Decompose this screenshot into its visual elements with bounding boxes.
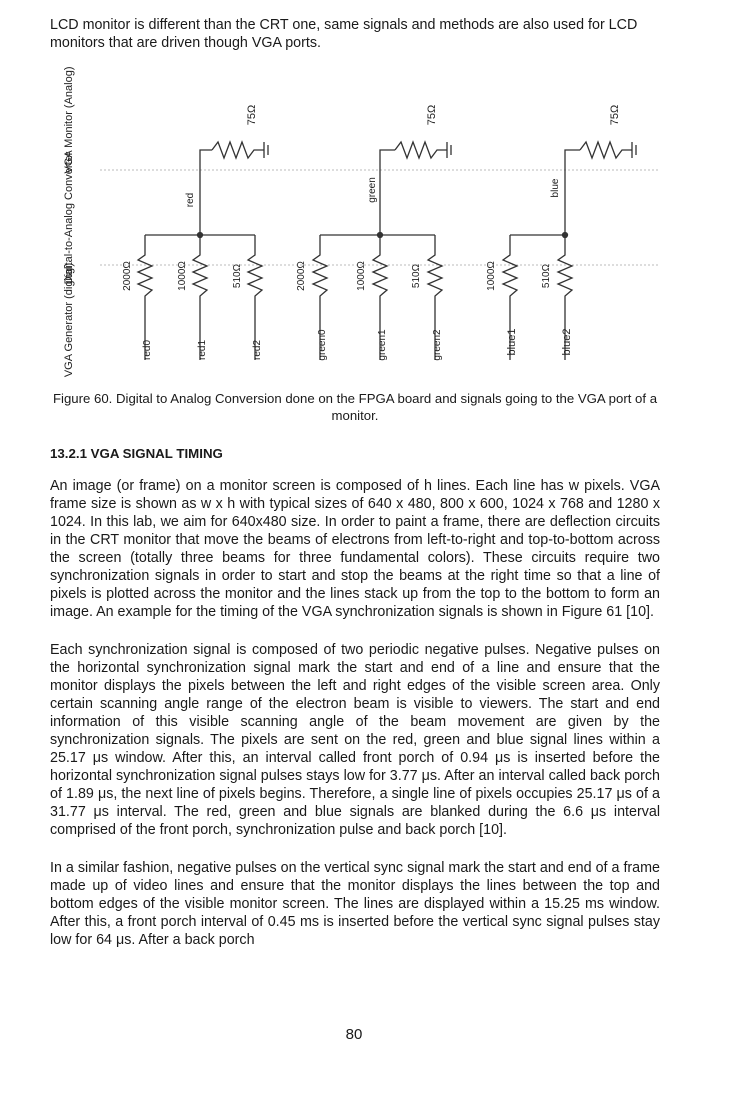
section-heading: 13.2.1 VGA SIGNAL TIMING: [50, 446, 223, 461]
load-resistor-label: 75Ω: [426, 104, 438, 126]
channel-name-red: red: [185, 192, 196, 208]
channel-red: [138, 142, 268, 360]
dac-schematic: [50, 60, 660, 378]
resistor-label: 510Ω: [411, 263, 422, 289]
resistor-label: 1000Ω: [356, 261, 367, 291]
resistor-label: 1000Ω: [177, 261, 188, 291]
figure-caption: Figure 60. Digital to Analog Conversion done on the FPGA board and signals going to the VGA port of a monitor.: [52, 391, 658, 423]
paragraph: In a similar fashion, negative pulses on the vertical sync signal mark the start and end of a frame made up of video lines and ensure that the monitor displays the lines between the top and bottom edges of the visible monitor screen. The lines are displayed within a 15.25 ms window. After this, a front porch interval of 0.45 ms is inserted before the vertical sync signal pulses stay low for 64 μs. After a back porch: [50, 860, 660, 948]
signal-label: blue1: [506, 328, 518, 356]
channel-blue: [503, 142, 636, 360]
signal-label: red0: [142, 339, 153, 361]
resistor-label: 2000Ω: [296, 261, 307, 291]
signal-label: green2: [432, 329, 443, 361]
paragraph: An image (or frame) on a monitor screen is composed of h lines. Each line has w pixels. VGA frame size is shown as w x h with typical sizes of 640 x 480, 800 x 600, 1024 x 768 and 1280 x 1024. In this lab, we aim for 640x480 size. In order to paint a frame, there are deflection circuits in the CRT monitor that move the beams of electrons from left-to-right and top-to-bottom across the screen (totally three beams for three fundamental colors). These circuits require two synchronization signals in order to start and stop the beams at the right time so that a line of pixels is plotted across the monitor and the lines stack up from the top to the bottom to form an image. An example for the timing of the VGA synchronization signals is shown in Figure 61 [10].: [50, 478, 660, 620]
signal-label: green1: [377, 329, 388, 361]
signal-label: red1: [197, 339, 208, 361]
document-page: [50, 16, 660, 949]
load-resistor-label: 75Ω: [609, 104, 621, 126]
channel-name-blue: blue: [550, 178, 561, 198]
load-resistor-label: 75Ω: [246, 104, 258, 126]
resistor-label: 1000Ω: [486, 261, 497, 291]
resistor-label: 2000Ω: [122, 261, 133, 291]
signal-label: red2: [252, 339, 263, 361]
resistor-label: 510Ω: [232, 263, 243, 289]
row-label-monitor: VGA Monitor (Analog): [63, 66, 75, 174]
row-label-dac: Digital-to-Analog Converter: [63, 151, 75, 285]
intro-text: LCD monitor is different than the CRT one, same signals and methods are also used for LCD monitors that are driven though VGA ports.: [50, 17, 638, 51]
paragraph: Each synchronization signal is composed of two periodic negative pulses. Negative pulses on the horizontal synchronization signal mark the start and end of a line and ensure that the monitor displays the pixels between the left and right edges of the visible screen area. Only certain scanning angle range of the electron beam is visible to viewers. The start and end information of this visible scanning angle of the beam movement are given by the synchronization signals. The pixels are sent on the red, green and blue signal lines within a 25.17 μs window. After this, an interval called front porch of 0.94 μs is inserted before the horizontal synchronization signal pulses stays low for 3.77 μs. After an interval called back porch of 1.89 μs, the next line of pixels begins. Therefore, a single line of pixels occupies 25.17 μs of a 31.77 μs interval. The red, green and blue signals are blanked during the 6.6 μs interval comprised of the front porch, synchronization pulse and back porch [10].: [50, 642, 660, 838]
channel-name-green: green: [367, 177, 378, 203]
channel-green: [313, 142, 451, 360]
dac-figure: [50, 60, 660, 378]
row-label-generator: VGA Generator (digital): [63, 262, 75, 378]
signal-label: green0: [317, 329, 328, 361]
resistor-label: 510Ω: [541, 263, 552, 289]
page-number: 80: [345, 1026, 363, 1043]
signal-label: blue2: [561, 328, 573, 356]
